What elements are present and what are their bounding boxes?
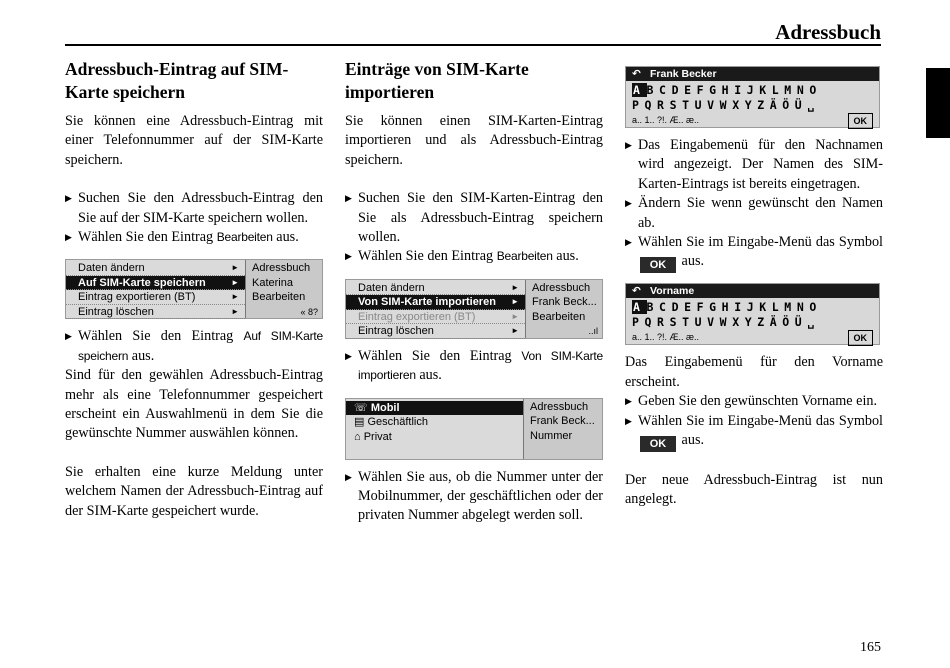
col3-step-1: ▶ Das Eingabemenü für den Nachnamen wird angezeigt. Der Namen des SIM-Karten-Eintrags ist bereits eingetragen. (625, 136, 883, 194)
screen-side-label: Bearbeiten (252, 291, 306, 304)
menu-item-von-sim-importieren: Von SIM-Karte importieren ► (346, 295, 525, 310)
screen-input-vorname: ↶ Vorname ABCDEFGHIJKLMNO PQRSTUVWXYZÄÖÜ␣ a.. 1.. ?!. Æ.. æ.. OK (625, 283, 880, 345)
signal-icon: ..ıl (588, 326, 598, 337)
column-2 (345, 58, 603, 526)
screen-side-label: Adressbuch (252, 262, 311, 275)
screen-side-label: Frank Beck... (530, 415, 595, 428)
menu-item-mobil: ☏ Mobil (346, 401, 523, 416)
menu-item-geschaeftlich: ▤ Geschäftlich (354, 416, 428, 429)
col1-para-2: Sind für den gewählen Adressbuch-Eintrag mehr als eine Telefonnummer gespeichert erscheint ein Auswahlmenü in dem Sie die gewünschte Nummer auswählen können. (65, 367, 323, 442)
input-title: Vorname (650, 285, 695, 298)
menu-item-privat: ⌂ Privat (354, 430, 392, 443)
screen-input-nachname: ↶ Frank Becker ABCDEFGHIJKLMNO PQRSTUVWXYZÄÖÜ␣ a.. 1.. ?!. Æ.. æ.. OK (625, 66, 880, 128)
ok-key: OK (848, 330, 874, 346)
screen-number-select (345, 398, 603, 460)
col2-heading: Einträge von SIM-Karte importieren (345, 59, 529, 102)
column-1 (65, 58, 323, 521)
menu-item-exportieren: Eintrag exportieren (BT) ► (66, 290, 245, 305)
col3-step-5: ▶ Wählen Sie im Eingabe-Menü das Symbol OK aus. (625, 412, 883, 452)
page-number: 165 (860, 640, 881, 655)
menu-item-loeschen: Eintrag löschen ► (66, 305, 245, 320)
column-3 (625, 66, 883, 510)
col3-step-3: ▶ Wählen Sie im Eingabe-Menü das Symbol OK aus. (625, 233, 883, 273)
menu-item-loeschen: Eintrag löschen ► (346, 324, 525, 339)
col1-step-2: ▶ Wählen Sie den Eintrag Bearbeiten aus. (65, 228, 323, 247)
ok-key: OK (848, 113, 874, 129)
col3-para-1: Das Eingabemenü für den Vorname erscheint. (625, 354, 883, 390)
back-icon: ↶ (632, 285, 641, 298)
cursor-letter: A (633, 300, 646, 315)
menu-item-daten-aendern: Daten ändern ► (66, 261, 245, 276)
col2-step-2: ▶ Wählen Sie den Eintrag Bearbeiten aus. (345, 247, 603, 266)
ui-term: Auf SIM-Karte speichern (78, 329, 323, 363)
col3-step-4: ▶ Geben Sie den gewünschten Vorname ein. (625, 392, 883, 411)
ok-symbol-icon: OK (640, 436, 676, 452)
screen-edit-menu (65, 259, 323, 319)
col3-step-2: ▶ Ändern Sie wenn gewünscht den Namen ab. (625, 194, 883, 233)
cursor-letter: A (633, 83, 646, 97)
screen-side-label: Nummer (530, 429, 573, 442)
col2-intro: Sie können einen SIM-Karten-Eintrag importieren und als Adressbuch-Eintrag speichern. (345, 113, 603, 168)
screen-side-label: Frank Beck... (532, 296, 597, 309)
section-title: Adressbuch (775, 20, 881, 44)
screen-edit-menu-import (345, 279, 603, 339)
ok-symbol-icon: OK (640, 257, 676, 273)
col1-para-3: Sie erhalten eine kurze Meldung unter welchem Namen der Adressbuch-Eintrag auf der SIM-Karte gespeichert wurde. (65, 463, 323, 519)
col1-step-1: ▶ Suchen Sie den Adressbuch-Eintrag den Sie auf der SIM-Karte speichern wollen. (65, 189, 323, 228)
screen-side-label: Adressbuch (530, 400, 589, 413)
screen-side-label: Katerina (252, 276, 293, 289)
screen-status-icons: « 8? (300, 306, 318, 317)
menu-item-daten-aendern: Daten ändern ► (346, 281, 525, 296)
input-title: Frank Becker (650, 68, 717, 80)
back-icon: ↶ (632, 68, 641, 80)
ui-term: Von SIM-Karte importieren (358, 348, 603, 383)
header-rule (65, 44, 881, 46)
screen-side-label: Bearbeiten (532, 310, 586, 323)
ui-term: Bearbeiten (496, 249, 553, 264)
col2-step-1: ▶ Suchen Sie den SIM-Karten-Eintrag den Sie als Adressbuch-Eintrag speichern wollen. (345, 189, 603, 247)
col2-step-4: ▶ Wählen Sie aus, ob die Nummer unter der Mobilnummer, der geschäftlichen oder der privaten Nummer abgelegt werden soll. (345, 468, 603, 526)
col1-heading: Adressbuch-Eintrag auf SIM-Karte speichern (65, 59, 289, 102)
screen-side-label: Adressbuch (532, 281, 591, 294)
col1-intro: Sie können eine Adressbuch-Eintrag mit einer Telefonnummer auf der SIM-Karte speichern. (65, 113, 323, 168)
menu-item-exportieren: Eintrag exportieren (BT) ► (346, 310, 525, 325)
ui-term: Bearbeiten (216, 230, 273, 245)
col3-para-2: Der neue Adressbuch-Eintrag ist nun angelegt. (625, 472, 883, 508)
col2-step-3: ▶ Wählen Sie den Eintrag Von SIM-Karte importieren aus. (345, 347, 603, 386)
menu-item-auf-sim-speichern: Auf SIM-Karte speichern ► (66, 276, 245, 291)
col1-step-3: ▶ Wählen Sie den Eintrag Auf SIM-Karte speichern aus. (65, 327, 323, 366)
thumb-index-tab (926, 68, 950, 138)
